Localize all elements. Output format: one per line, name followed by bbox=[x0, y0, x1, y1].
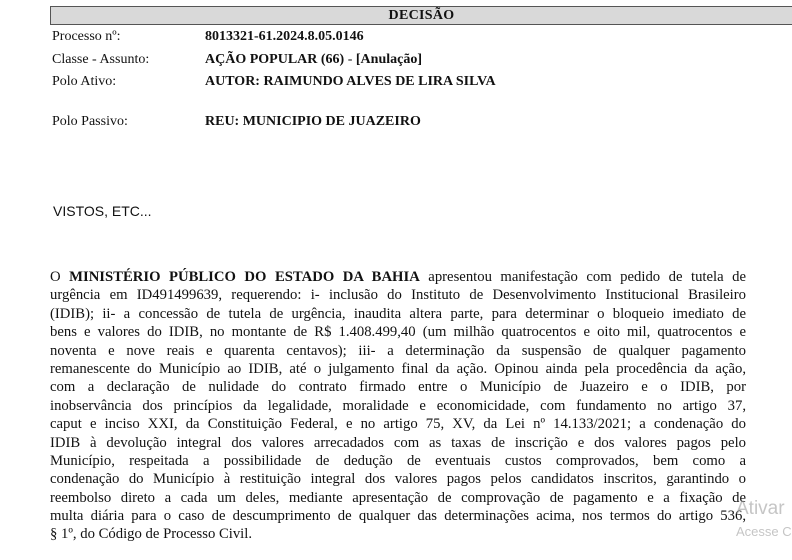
body-line: (IDIB); ii- a concessão de tutela de urgência, inaudita altera parte, para determinar o bloqueio imediato de bbox=[50, 305, 746, 322]
ministry-name: MINISTÉRIO PÚBLICO DO ESTADO DA BAHIA bbox=[69, 269, 420, 285]
body-line: inobservância dos princípios da legalidade, moralidade e economicidade, com fundamento no artigo 37, bbox=[50, 397, 746, 414]
passive-party-row bbox=[52, 113, 742, 131]
case-class-value bbox=[205, 51, 422, 69]
body-line-prefix: O bbox=[50, 269, 70, 285]
active-party-value: AUTOR: RAIMUNDO ALVES DE LIRA SILVA bbox=[205, 74, 496, 89]
body-line: Município, respeitada a possibilidade de dedução de eventuais custos comprovados, bem como a bbox=[50, 452, 746, 469]
decision-body bbox=[50, 268, 746, 544]
body-line: condenação do Município à restituição integral dos valores pagos pelos candidatos inscritos, garantindo o bbox=[50, 471, 746, 488]
body-line: multa diária para o caso de descumprimento de qualquer das determinações acima, nos termos do artigo 536, bbox=[50, 508, 746, 525]
active-party-label: Polo Ativo: bbox=[52, 74, 117, 89]
case-class-label: Classe - Assunto: bbox=[52, 52, 150, 67]
body-line: bens e valores do IDIB, no montante de R$ 1.408.499,40 (um milhão quatrocentos e oito mil, quatrocentos e bbox=[50, 324, 746, 341]
body-line: reembolso direto a cada um deles, mediante apresentação de comprovação de pagamento e a fixação de bbox=[50, 489, 746, 506]
body-line: caput e inciso XXI, da Constituição Federal, e no artigo 75, XV, da Lei nº 14.133/2021; a condenação do bbox=[50, 416, 746, 433]
document-title: DECISÃO bbox=[388, 8, 455, 23]
body-line bbox=[50, 268, 746, 286]
case-number-row bbox=[52, 28, 742, 46]
body-line: urgência em ID491499639, requerendo: i- inclusão do Instituto de Desenvolvimento Institucional Brasileiro bbox=[50, 287, 746, 304]
body-line: com a declaração de nulidade do contrato firmado entre o Município de Juazeiro e o IDIB, por bbox=[50, 379, 746, 396]
case-number-value: 8013321-61.2024.8.05.0146 bbox=[205, 29, 364, 44]
decision-header-bar bbox=[50, 6, 792, 25]
case-class-separator: - bbox=[344, 52, 356, 67]
body-line: remanescente do Município ao IDIB, até o julgamento final da ação. Opinou ainda pela procedência da ação, bbox=[50, 360, 746, 377]
case-class-row bbox=[52, 51, 742, 69]
active-party-row bbox=[52, 73, 742, 91]
passive-party-value: REU: MUNICIPIO DE JUAZEIRO bbox=[205, 114, 421, 129]
body-line: IDIB à devolução integral dos valores arrecadados com as taxas de inscrição e dos valores pagos pelo bbox=[50, 434, 746, 451]
body-line: § 1º, do Código de Processo Civil. bbox=[50, 526, 253, 543]
case-class-subject: [Anulação] bbox=[355, 52, 423, 67]
body-line-rest: apresentou manifestação com pedido de tutela de bbox=[419, 269, 746, 285]
passive-party-label: Polo Passivo: bbox=[52, 114, 128, 129]
vistos-line: VISTOS, ETC... bbox=[53, 203, 152, 219]
windows-activation-watermark: Ativar bbox=[736, 498, 785, 519]
case-number-label: Processo nº: bbox=[52, 29, 121, 44]
body-line: noventa e nove reais e quarenta centavos); iii- a determinação da suspensão de qualquer pagamento bbox=[50, 342, 746, 359]
case-class-type: AÇÃO POPULAR (66) bbox=[205, 52, 345, 67]
windows-activation-watermark-subtext: Acesse C bbox=[736, 524, 792, 539]
